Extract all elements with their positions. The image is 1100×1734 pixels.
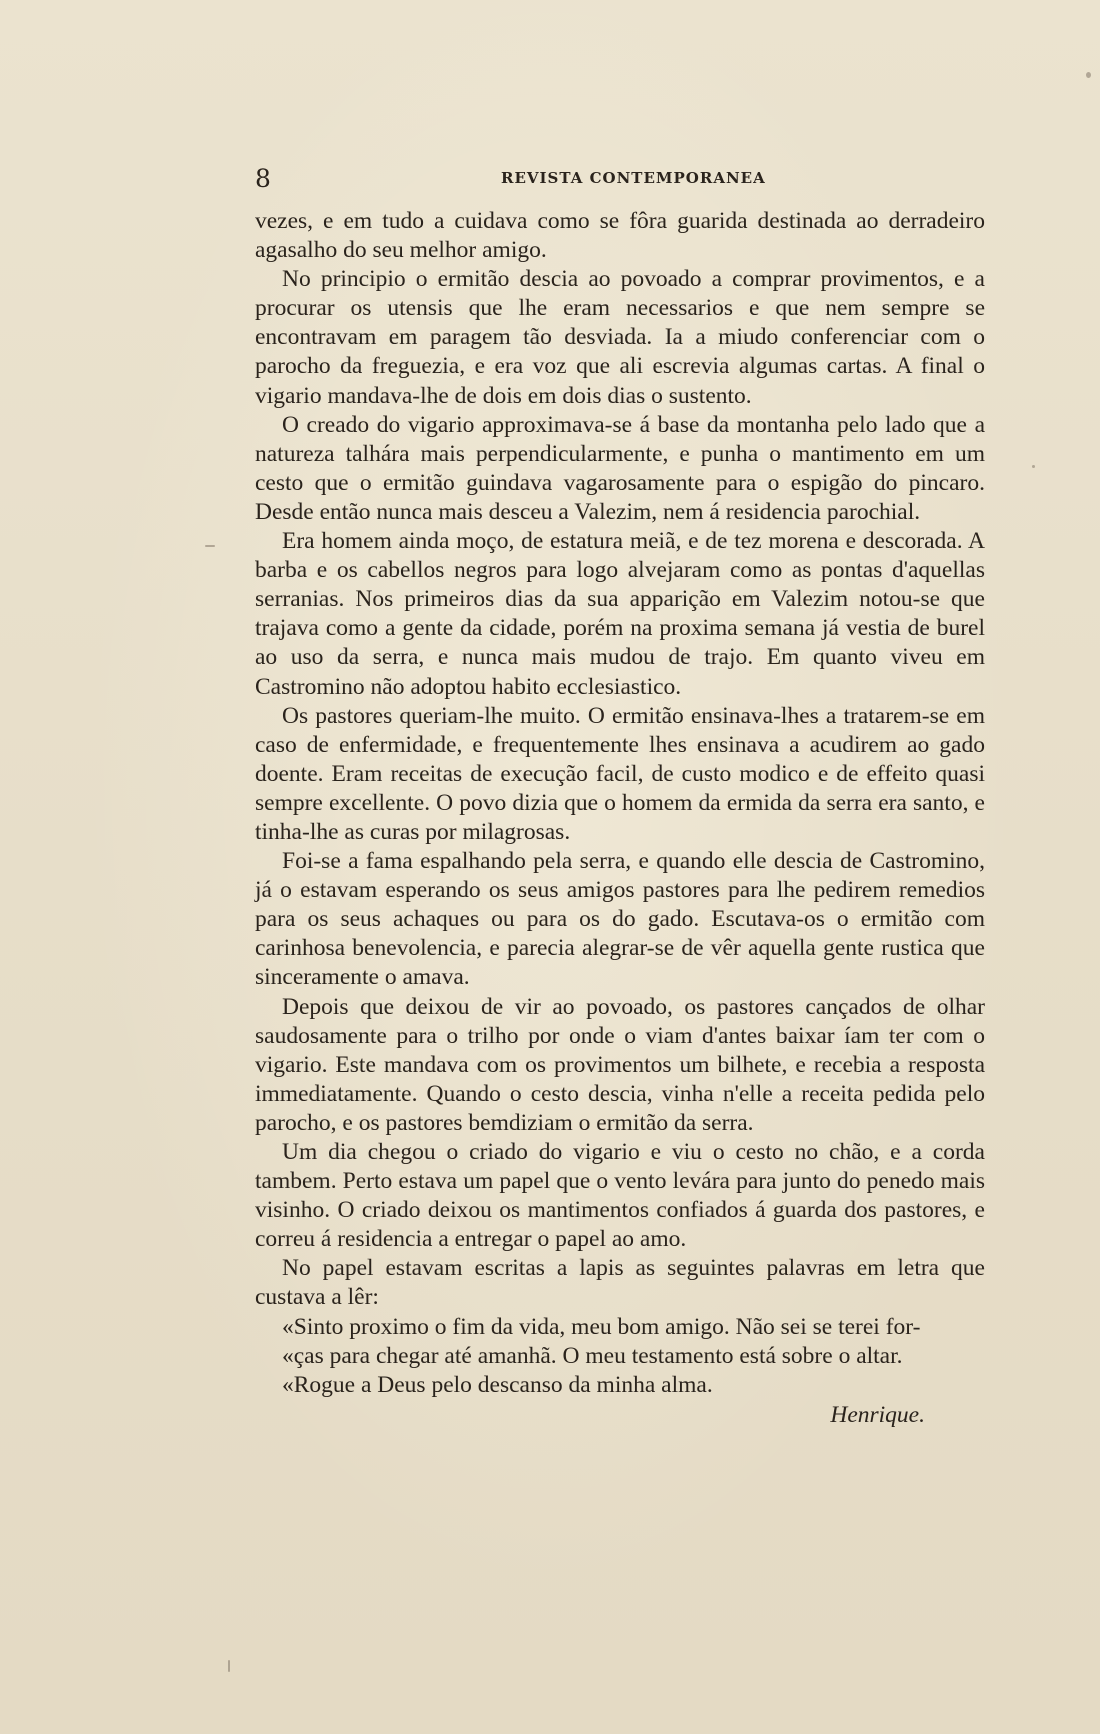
paper-speck bbox=[228, 1660, 230, 1672]
running-head bbox=[255, 166, 985, 192]
paragraph: Foi-se a fama espalhando pela serra, e quando elle descia de Castromino, já o estavam esperando os seus amigos pastores para lhe pedirem remedios para os seus achaques ou para os do gado. Escutava-os o ermitão com carinhosa benevolencia, e parecia alegrar-se de vêr aquella gente rustica que sinceramente o amava. bbox=[255, 848, 985, 991]
paragraph: No papel estavam escritas a lapis as seguintes palavras em letra que custava a lêr: bbox=[255, 1255, 985, 1311]
paragraph: No principio o ermitão descia ao povoado a comprar provimentos, e a procurar os utensis que lhe eram necessarios e que nem sempre se encontravam em paragem tão desviada. Ia a miudo conferenciar com o parocho da freguezia, e era voz que ali escrevia algumas cartas. A final o vigario mandava-lhe de dois em dois dias o sustento. bbox=[255, 266, 985, 409]
paper-speck bbox=[1086, 72, 1091, 78]
paragraph: Era homem ainda moço, de estatura meiã, e de tez morena e descorada. A barba e os cabellos negros para logo alvejaram como as pontas d'aquellas serranias. Nos primeiros dias da sua apparição em Valezim notou-se que trajava como a gente da cidade, porém na proxima semana já vestia de burel ao uso da serra, e nunca mais mudou de trajo. Em quanto viveu em Castromino não adoptou habito ecclesiastico. bbox=[255, 528, 985, 700]
letter-line: «Rogue a Deus pelo descanso da minha alma. bbox=[282, 1371, 713, 1398]
page-number: 8 bbox=[255, 164, 271, 193]
journal-title: REVISTA CONTEMPORANEA bbox=[501, 169, 766, 187]
paper-speck bbox=[1032, 465, 1035, 468]
body-text bbox=[255, 207, 985, 1430]
paragraph: Os pastores queriam-lhe muito. O ermitão ensinava-lhes a tratarem-se em caso de enfermidade, e frequentemente lhes ensinava a acudirem ao gado doente. Eram receitas de execução facil, de custo modico e de effeito quasi sempre excellente. O povo dizia que o homem da ermida da serra era santo, e tinha-lhe as curas por milagrosas. bbox=[255, 702, 985, 845]
letter-line: «Sinto proximo o fim da vida, meu bom amigo. Não sei se terei for- bbox=[282, 1313, 921, 1340]
paragraph: Depois que deixou de vir ao povoado, os pastores cançados de olhar saudosamente para o trilho por onde o viam d'antes baixar íam ter com o vigario. Este mandava com os provimentos um bilhete, e recebia a resposta immediatamente. Quando o cesto descia, vinha n'elle a receita pedida pelo parocho, e os pastores bemdiziam o ermitão da serra. bbox=[255, 993, 985, 1136]
paper-speck bbox=[205, 545, 215, 547]
paragraph: O creado do vigario approximava-se á base da montanha pelo lado que a natureza talhára mais perpendicularmente, e punha o mantimento em um cesto que o ermitão guindava vagarosamente para o espigão do pincaro. Desde então nunca mais desceu a Valezim, nem á residencia parochial. bbox=[255, 411, 985, 525]
paragraph: vezes, e em tudo a cuidava como se fôra guarida destinada ao derradeiro agasalho do seu melhor amigo. bbox=[255, 208, 985, 264]
paragraph: Um dia chegou o criado do vigario e viu o cesto no chão, e a corda tambem. Perto estava um papel que o vento levára para junto do penedo mais visinho. O criado deixou os mantimentos confiados á guarda dos pastores, e correu á residencia a entregar o papel ao amo. bbox=[255, 1139, 985, 1253]
signature: Henrique. bbox=[830, 1401, 925, 1428]
letter-line: «ças para chegar até amanhã. O meu testamento está sobre o altar. bbox=[282, 1342, 903, 1369]
